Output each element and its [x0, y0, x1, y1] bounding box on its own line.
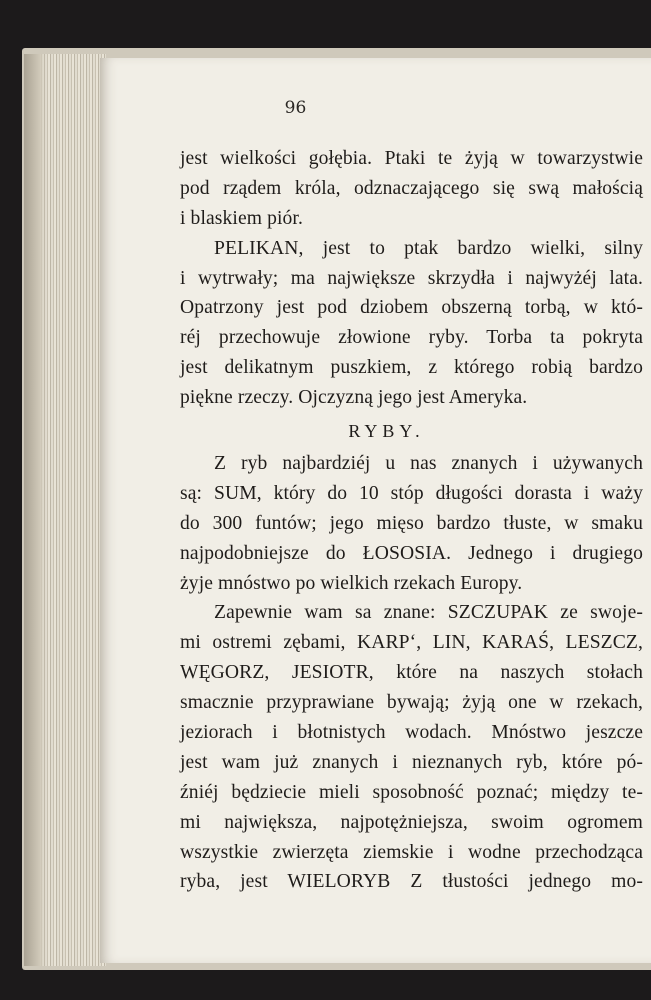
text-line: źniéj będziecie mieli sposobność poznać; między te-	[180, 781, 643, 803]
text-line: Z ryb najbardziéj u nas znanych i używanych	[214, 453, 643, 475]
text-line: mi największa, najpotężniejsza, swoim ogromem	[180, 811, 643, 833]
spine-shadow	[24, 54, 46, 966]
text-line: jest wam już znanych i nieznanych ryb, które pó-	[180, 751, 643, 773]
text-line: wszystkie zwierzęta ziemskie i wodne przechodząca	[180, 841, 643, 863]
text-line: mi ostremi zębami, KARP‘, LIN, KARAŚ, LESZCZ,	[180, 632, 643, 654]
text-line: réj przechowuje złowione ryby. Torba ta pokryta	[180, 327, 643, 349]
text-line: WĘGORZ, JESIOTR, które na naszych stołach	[180, 662, 643, 684]
text-line: i wytrwały; ma największe skrzydła i najwyżéj lata.	[180, 267, 643, 289]
text-line: najpodobniejsze do ŁOSOSIA. Jednego i drugiego	[180, 542, 643, 564]
text-line: pod rządem króla, odznaczającego się swą małością	[180, 177, 643, 199]
text-line: i blaskiem piór.	[180, 207, 303, 229]
text-line: PELIKAN, jest to ptak bardzo wielki, silny	[214, 237, 643, 259]
text-line: jest delikatnym puszkiem, z którego robią bardzo	[180, 357, 643, 379]
book-page	[100, 58, 651, 963]
text-line: są: SUM, który do 10 stóp długości dorasta i waży	[180, 482, 643, 504]
section-heading: RYBY.	[348, 421, 425, 442]
text-line: Opatrzony jest pod dziobem obszerną torbą, w któ-	[180, 297, 643, 319]
text-line: żyje mnóstwo po wielkich rzekach Europy.	[180, 572, 523, 594]
text-line: ryba, jest WIELORYB Z tłustości jednego mo-	[180, 871, 643, 893]
body-text	[180, 144, 643, 897]
text-line: smacznie przyprawiane bywają; żyją one w rzekach,	[180, 692, 643, 714]
text-line: Zapewnie wam sa znane: SZCZUPAK ze swoje-	[214, 602, 643, 624]
text-line: jeziorach i błotnistych wodach. Mnóstwo jeszcze	[180, 722, 643, 744]
text-line: jest wielkości gołębia. Ptaki te żyją w towarzystwie	[180, 148, 643, 169]
text-line: piękne rzeczy. Ojczyzną jego jest Ameryka.	[180, 387, 528, 409]
text-line: do 300 funtów; jego mięso bardzo tłuste, w smaku	[180, 512, 643, 534]
page-number: 96	[284, 98, 307, 118]
